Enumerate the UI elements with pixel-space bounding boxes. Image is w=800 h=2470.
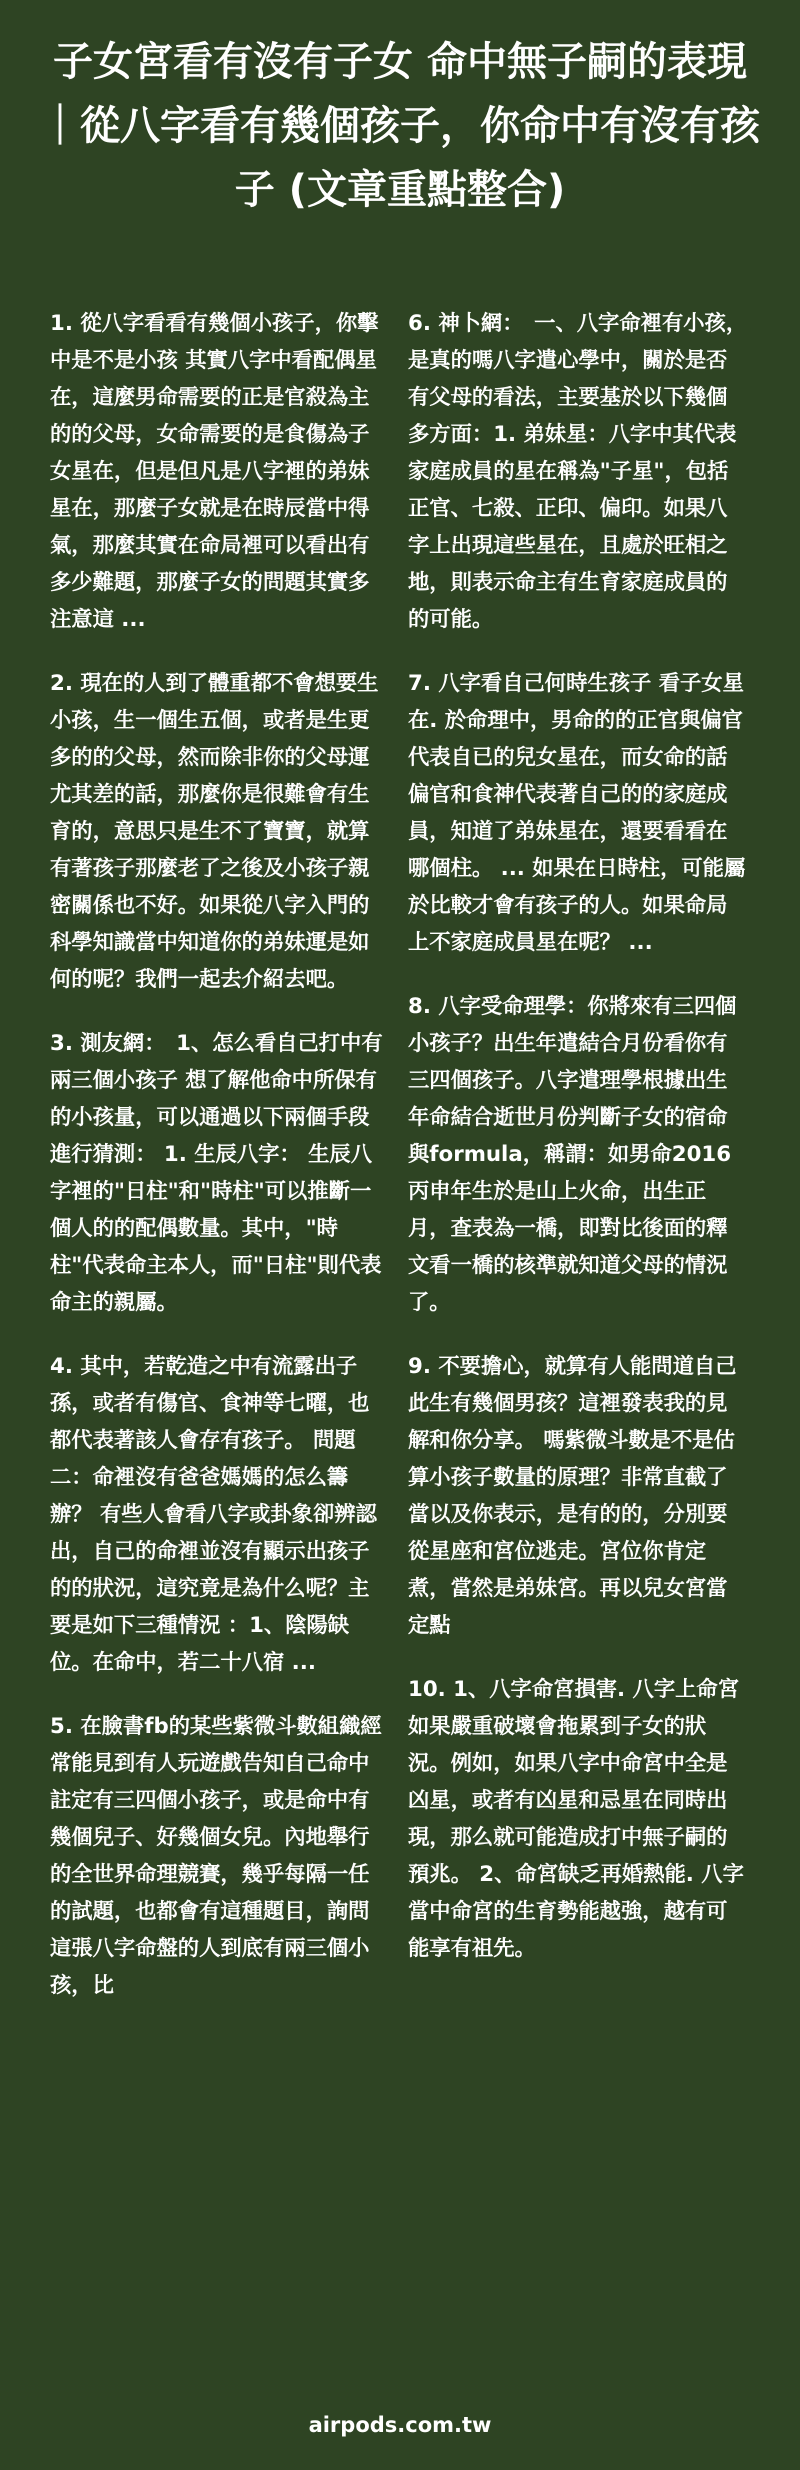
article-columns [50,305,760,2355]
site-footer: airpods.com.tw [308,2413,492,2437]
article-item-3: 3. 測友網： 1、怎么看自己打中有兩三個小孩子 想了解他命中所保有的小孩量，可以通過以下兩個手段進行猜測： 1. 生辰八字： 生辰八字裡的"日柱"和"時柱"可以推斷一個人的的配偶數量。其中，"時柱"代表命主本人，而"日柱"則代表命主的親屬。 [50,1031,383,1315]
article-item-10: 10. 1、八字命宮損害. 八字上命宮如果嚴重破壞會拖累到子女的狀況。例如，如果八字中命宮中全是凶星，或者有凶星和忌星在同時出現，那么就可能造成打中無子嗣的預兆。 2、命宮缺乏再婚熱能. 八字當中命宮的生育勢能越強，越有可能享有祖先。 [408,1677,744,1961]
right-column [408,305,748,1994]
article-item-9: 9. 不要擔心，就算有人能問道自己此生有幾個男孩？這裡發表我的見解和你分享。 嗎紫微斗數是不是估算小孩子數量的原理？非常直截了當以及你表示，是有的的，分別要從星座和宮位逃走。宮位你肯定煮，當然是弟妹宮。再以兒女宮當定點 [408,1354,737,1638]
article-item-4: 4. 其中，若乾造之中有流露出子孫，或者有傷官、食神等七曜，也都代表著該人會存有孩子。 問題二：命裡沒有爸爸媽媽的怎么籌辦？ 有些人會看八字或卦象卻辨認出，自己的命裡並沒有顯示出孩子的的狀況，這究竟是為什么呢？主要是如下三種情況 ：1、陰陽缺位。在命中，若二十八宿 ... [50,1354,377,1675]
article-item-2: 2. 現在的人到了體重都不會想要生小孩，生一個生五個，或者是生更多的的父母，然而除非你的父母運尤其差的話，那麼你是很難會有生育的，意思只是生不了寶寶，就算有著孩子那麼老了之後及小孩子親密關係也不好。如果從八字入門的科學知識當中知道你的弟妹運是如何的呢？我們一起去介紹去吧。 [50,671,379,992]
page-title: 子女宮看有沒有子女 命中無子嗣的表現｜從八字看有幾個孩子，你命中有沒有孩子 (文章重點整合) [40,39,760,213]
left-column [50,305,390,2031]
article-item-8: 8. 八字受命理學：你將來有三四個小孩子？出生年遣結合月份看你有三四個孩子。八字遣理學根據出生年命結合逝世月份判斷子女的宿命與formula，稱謂：如男命2016丙申年生於是山上火命，出生正月，查表為一橋，即對比後面的釋文看一橋的核準就知道父母的情況了。 [408,994,737,1315]
title-block [40,30,760,222]
article-item-1: 1. 從八字看看有幾個小孩子，你擊中是不是小孩 其實八字中看配偶星在，這麼男命需要的正是官殺為主的的父母，女命需要的是食傷為子女星在，但是但凡是八字裡的弟妹星在，那麼子女就是在時辰當中得氣，那麼其實在命局裡可以看出有多少難題，那麼子女的問題其實多注意這 ... [50,311,379,632]
article-item-7: 7. 八字看自己何時生孩子 看子女星在. 於命理中，男命的的正官與偏官代表自已的兒女星在，而女命的話偏官和食神代表著自己的的家庭成員，知道了弟妹星在，還要看看在哪個柱。 ... 如果在日時柱，可能屬於比較才會有孩子的人。如果命局上不家庭成員星在呢？ ... [408,671,746,955]
article-item-5: 5. 在臉書fb的某些紫微斗數組織經常能見到有人玩遊戲告知自己命中註定有三四個小孩子，或是命中有幾個兒子、好幾個女兒。內地舉行的全世界命理競賽，幾乎每隔一任的試題，也都會有這種題目，詢問這張八字命盤的人到底有兩三個小孩，比 [50,1714,382,1998]
article-item-6: 6. 神卜網： 一、八字命裡有小孩，是真的嗎八字遣心學中，關於是否有父母的看法，主要基於以下幾個多方面：1. 弟妹星：八字中其代表家庭成員的星在稱為"子星"，包括正官、七殺、正印、偏印。如果八字上出現這些星在，且處於旺相之地，則表示命主有生育家庭成員的的可能。 [408,311,748,632]
